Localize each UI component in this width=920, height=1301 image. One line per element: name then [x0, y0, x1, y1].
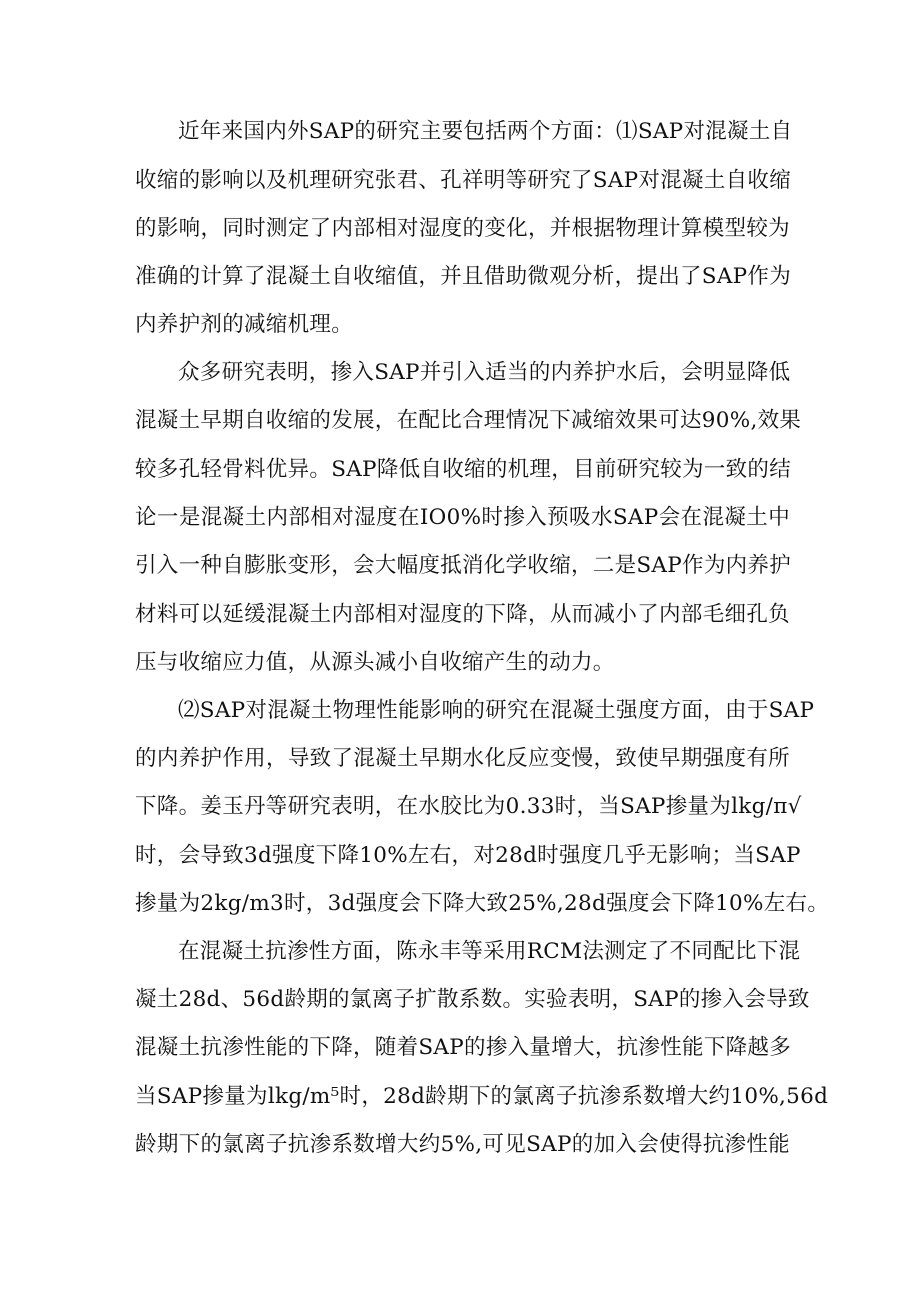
paragraph-1-line-2: 收缩的影响以及机理研究张君、孔祥明等研究了SAP对混凝土自收缩 — [135, 168, 792, 193]
paragraph-4-line-3: 混凝土抗渗性能的下降，随着SAP的掺入量增大，抗渗性能下降越多 — [135, 1035, 792, 1060]
paragraph-3-line-5: 掺量为2kg∕m3时，3d强度会下降大致25%,28d强度会下降10%左右。 — [135, 891, 830, 916]
paragraph-3-line-1: ⑵SAP对混凝土物理性能影响的研究在混凝土强度方面，由于SAP — [178, 698, 815, 723]
paragraph-3-line-4: 时，会导致3d强度下降10%左右，对28d时强度几乎无影响；当SAP — [135, 843, 801, 868]
paragraph-4-line-4: 当SAP掺量为lkg∕m⁵时，28d龄期下的氯离子抗渗系数增大约10%,56d — [135, 1084, 829, 1109]
paragraph-2-line-7: 压与收缩应力值，从源头减小自收缩产生的动力。 — [135, 650, 615, 675]
paragraph-2-line-6: 材料可以延缓混凝土内部相对湿度的下降，从而减小了内部毛细孔负 — [135, 602, 790, 627]
paragraph-1-line-4: 准确的计算了混凝土自收缩值，并且借助微观分析，提出了SAP作为 — [135, 264, 792, 289]
paragraph-1-line-5: 内养护剂的减缩机理。 — [135, 312, 354, 337]
paragraph-2-line-4: 论一是混凝土内部相对湿度在IO0%时掺入预吸水SAP会在混凝土中 — [135, 505, 790, 530]
paragraph-2-line-1: 众多研究表明，掺入SAP并引入适当的内养护水后，会明显降低 — [178, 360, 791, 385]
paragraph-2-line-5: 引入一种自膨胀变形，会大幅度抵消化学收缩，二是SAP作为内养护 — [135, 553, 792, 578]
paragraph-3-line-2: 的内养护作用，导致了混凝土早期水化反应变慢，致使早期强度有所 — [135, 746, 790, 771]
paragraph-1-line-3: 的影响，同时测定了内部相对湿度的变化，并根据物理计算模型较为 — [135, 216, 790, 241]
paragraph-2-line-3: 较多孔轻骨料优异。SAP降低自收缩的机理，目前研究较为一致的结 — [135, 457, 792, 482]
paragraph-4-line-2: 凝土28d、56d龄期的氯离子扩散系数。实验表明，SAP的掺入会导致 — [135, 987, 810, 1012]
paragraph-4-line-5: 龄期下的氯离子抗渗系数增大约5%,可见SAP的加入会使得抗渗性能 — [135, 1132, 790, 1157]
paragraph-1-line-1: 近年来国内外SAP的研究主要包括两个方面：⑴SAP对混凝土自 — [178, 119, 793, 144]
paragraph-2-line-2: 混凝土早期自收缩的发展，在配比合理情况下减缩效果可达90%,效果 — [135, 408, 802, 433]
paragraph-4-line-1: 在混凝土抗渗性方面，陈永丰等采用RCM法测定了不同配比下混 — [178, 939, 801, 964]
paragraph-3-line-3: 下降。姜玉丹等研究表明，在水胶比为0.33时，当SAP掺量为lkg∕π√ — [135, 794, 802, 819]
